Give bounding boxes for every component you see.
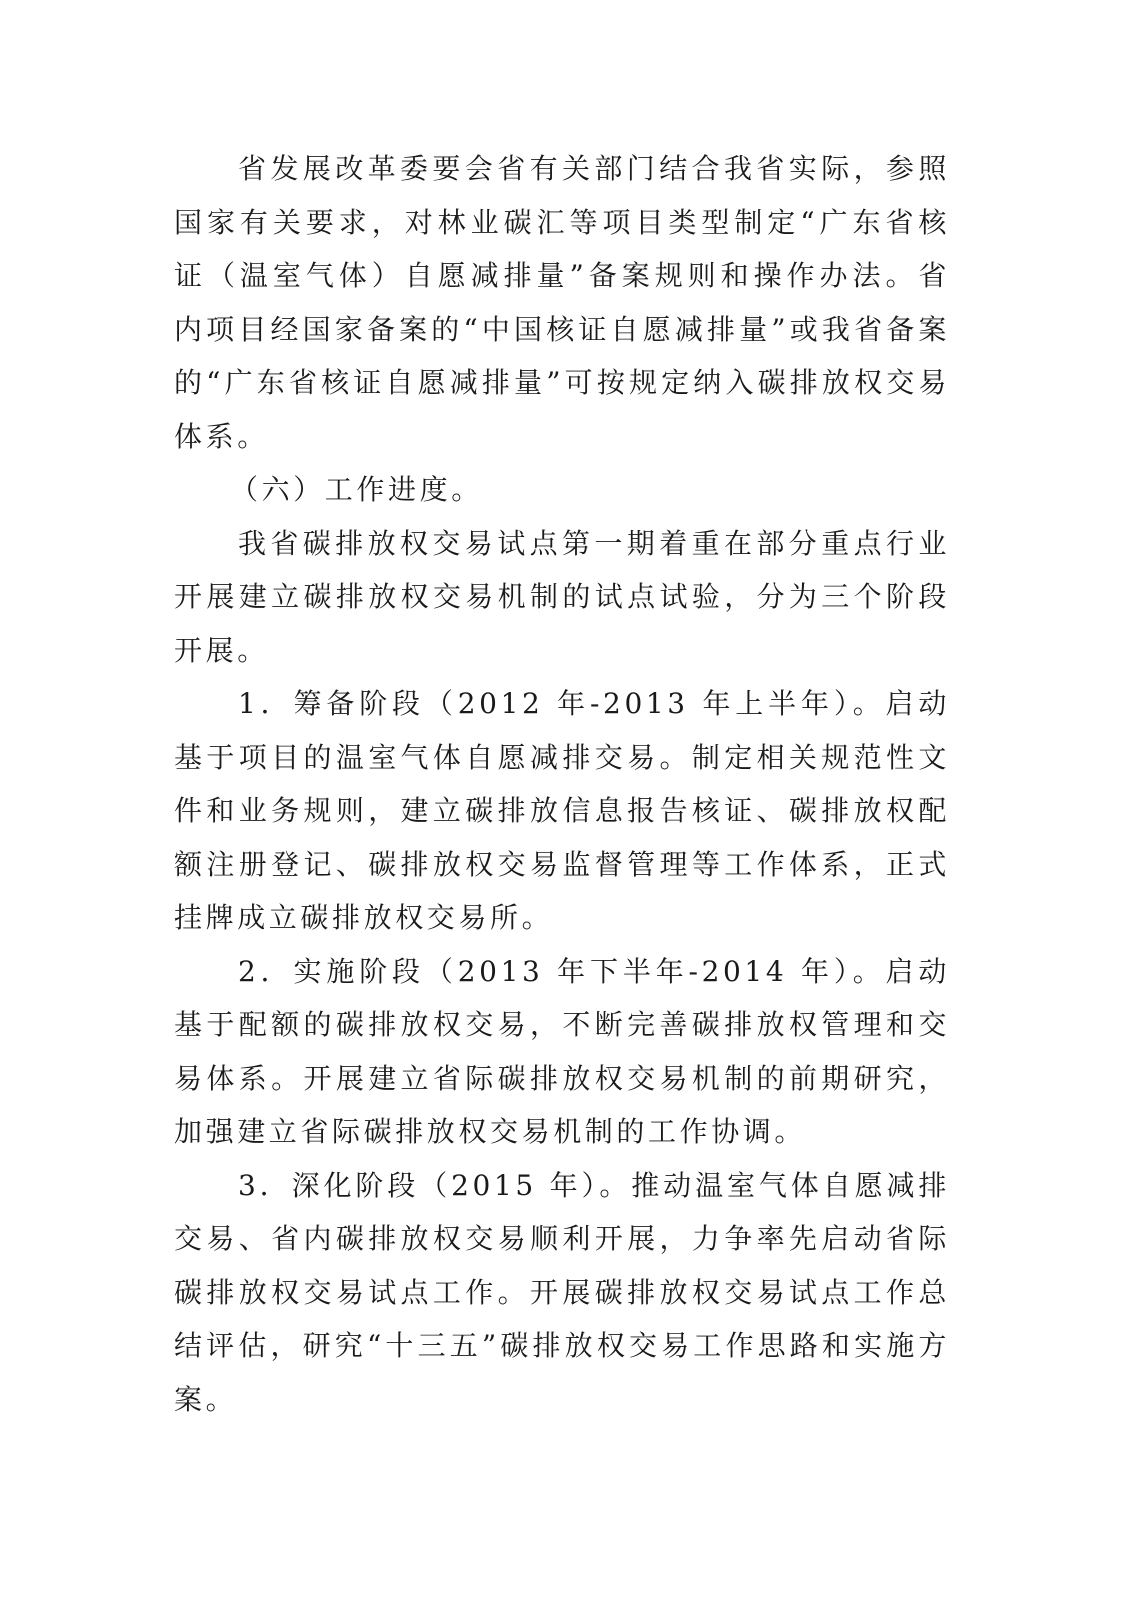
- paragraph-offset-registration: 省发展改革委要会省有关部门结合我省实际，参照国家有关要求，对林业碳汇等项目类型制定“广东省核证（温室气体）自愿减排量”备案规则和操作办法。省内项目经国家备案的“中国核证自愿减排量”或我省备案的“广东省核证自愿减排量”可按规定纳入碳排放权交易体系。: [174, 152, 950, 453]
- paragraph-stage-implementation: 2．实施阶段（2013 年下半年-2014 年）。启动基于配额的碳排放权交易，不断完善碳排放权管理和交易体系。开展建立省际碳排放权交易机制的前期研究，加强建立省际碳排放权交易机制的工作协调。: [174, 954, 950, 1148]
- paragraph-pilot-overview: 我省碳排放权交易试点第一期着重在部分重点行业开展建立碳排放权交易机制的试点试验，分为三个阶段开展。: [174, 526, 950, 667]
- paragraph-stage-preparation: 1．筹备阶段（2012 年-2013 年上半年）。启动基于项目的温室气体自愿减排交易。制定相关规范性文件和业务规则，建立碳排放信息报告核证、碳排放权配额注册登记、碳排放权交易监督管理等工作体系，正式挂牌成立碳排放权交易所。: [174, 687, 950, 934]
- section-heading-work-progress: （六）工作进度。: [230, 473, 483, 506]
- paragraph-stage-deepening: 3．深化阶段（2015 年）。推动温室气体自愿减排交易、省内碳排放权交易顺利开展，力争率先启动省际碳排放权交易试点工作。开展碳排放权交易试点工作总结评估，研究“十三五”碳排放权交易工作思路和实施方案。: [174, 1168, 950, 1416]
- document-body: [174, 142, 950, 1426]
